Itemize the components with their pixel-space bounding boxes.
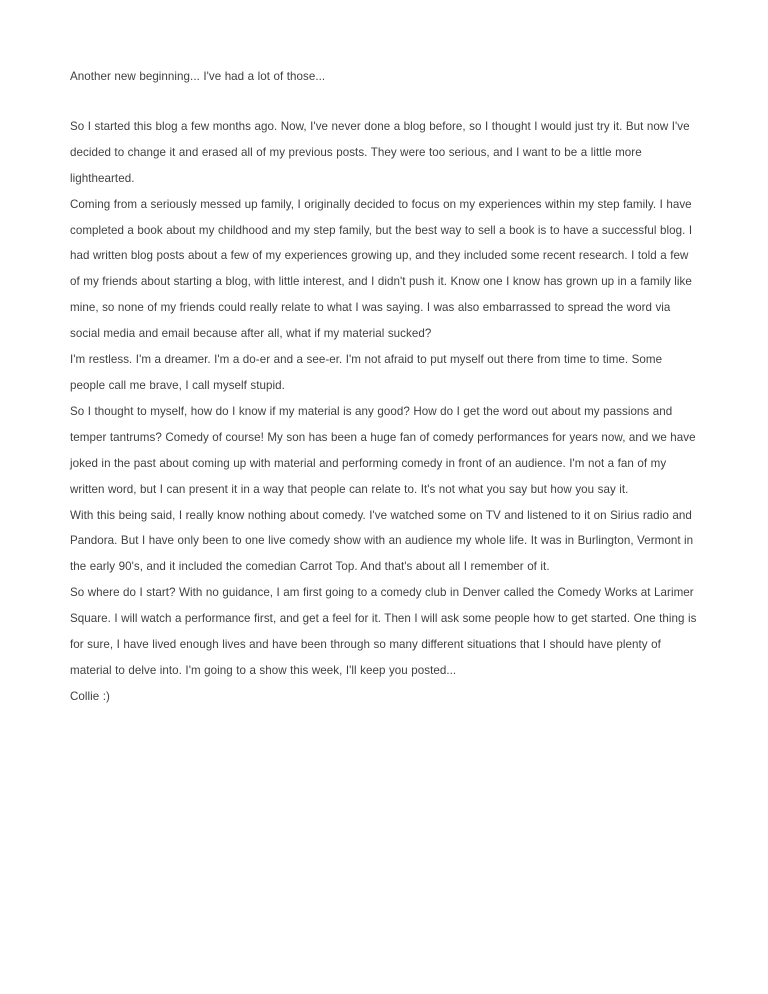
document-body bbox=[70, 64, 700, 710]
document-signature: Collie :) bbox=[70, 689, 110, 703]
document-paragraph: So I thought to myself, how do I know if my material is any good? How do I get the word out about my passions and temper tantrums? Comedy of course! My son has been a huge fan of comedy performances for years now, and we have joked in the past about coming up with material and performing comedy in front of an audience. I'm not a fan of my written word, but I can present it in a way that people can relate to. It's not what you say but how you say it. bbox=[70, 404, 696, 496]
document-paragraph: I'm restless. I'm a dreamer. I'm a do-er and a see-er. I'm not afraid to put myself out there from time to time. Some people call me brave, I call myself stupid. bbox=[70, 353, 663, 392]
document-intro-line: Another new beginning... I've had a lot of those... bbox=[70, 70, 326, 83]
document-paragraph: With this being said, I really know nothing about comedy. I've watched some on TV and listened to it on Sirius radio and Pandora. But I have only been to one live comedy show with an audience my whole life. It was in Burlington, Vermont in the early 90's, and it included the comedian Carrot Top. And that's about all I remember of it. bbox=[70, 508, 694, 574]
document-paragraph: So where do I start? With no guidance, I am first going to a comedy club in Denver called the Comedy Works at Larimer Square. I will watch a performance first, and get a feel for it. Then I will ask some people how to get started. One thing is for sure, I have lived enough lives and have been through so many different situations that I should have plenty of material to delve into. I'm going to a show this week, I'll keep you posted... bbox=[70, 586, 697, 677]
document-paragraph: Coming from a seriously messed up family, I originally decided to focus on my experiences within my step family. I have completed a book about my childhood and my step family, but the best way to sell a book is to have a successful blog. I had written blog posts about a few of my experiences growing up, and they included some recent research. I told a few of my friends about starting a blog, with little interest, and I didn't push it. Know one I know has grown up in a family like mine, so none of my friends could really relate to what I was saying. I was also embarrassed to spread the word via social media and email because after all, what if my material sucked? bbox=[70, 197, 693, 341]
document-paragraph: So I started this blog a few months ago. Now, I've never done a blog before, so I thought I would just try it. But now I've decided to change it and erased all of my previous posts. They were too serious, and I want to be a little more lighthearted. bbox=[70, 119, 690, 185]
